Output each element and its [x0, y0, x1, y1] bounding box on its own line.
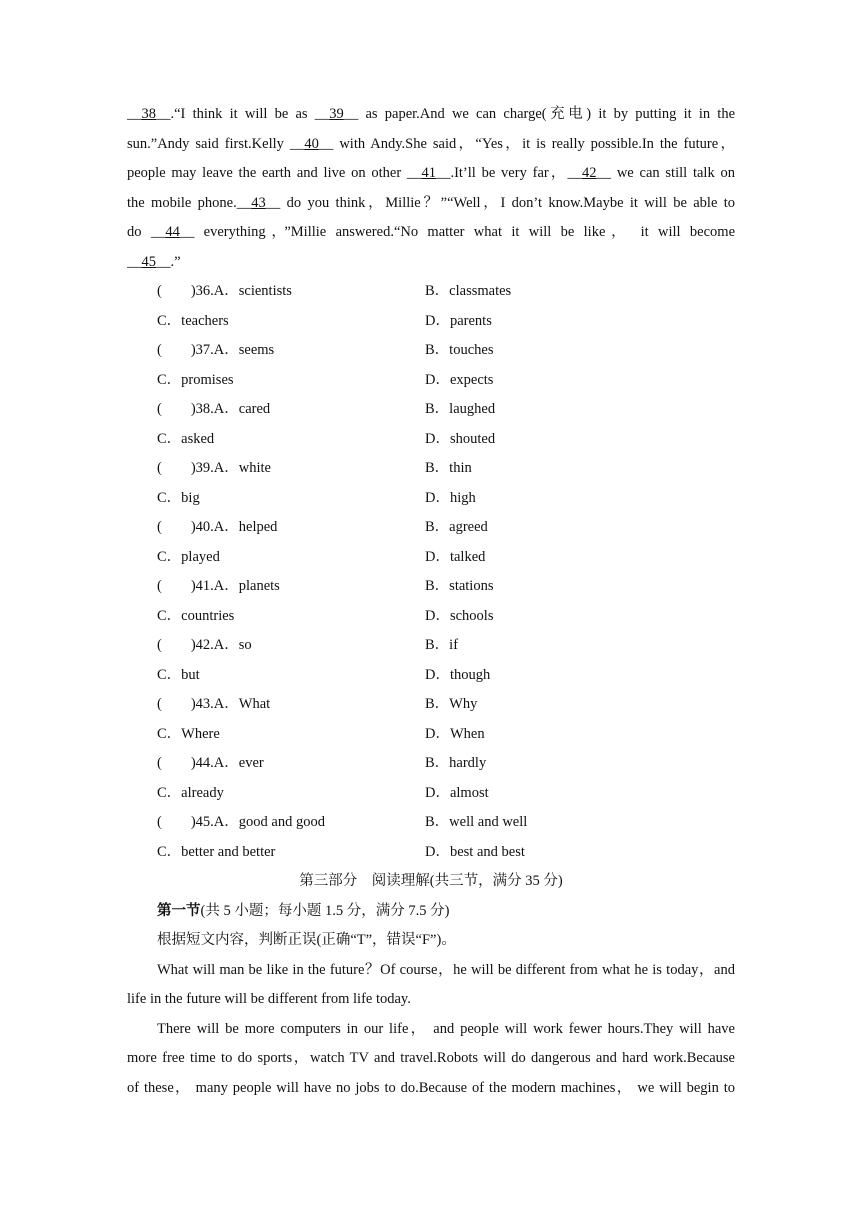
- exam-page: [127, 100, 735, 1103]
- option-row: [127, 808, 735, 838]
- question-39-option-b[interactable]: B．thin: [425, 460, 472, 476]
- option-row: [127, 690, 735, 720]
- question-40-option-d[interactable]: D．talked: [425, 548, 486, 565]
- passage-line: [127, 159, 735, 189]
- instruction-text: 根据短文内容，判断正误(正确“T”，错误“F”)。: [157, 932, 456, 948]
- option-row: [127, 572, 735, 602]
- question-38-option-a[interactable]: ( )38.A．cared: [157, 401, 271, 417]
- question-37-option-b[interactable]: B．touches: [425, 342, 494, 358]
- question-42-option-a[interactable]: ( )42.A．so: [157, 637, 252, 653]
- question-44-option-c[interactable]: C．already: [157, 784, 224, 801]
- blank-41: 41: [421, 165, 436, 181]
- question-43-option-c[interactable]: C．Where: [157, 725, 220, 742]
- blank-pad: __: [127, 106, 142, 122]
- part-description: (共 5 小题；每小题 1.5 分，满分 7.5 分): [200, 902, 450, 919]
- passage-text: __ everything，”Millie answered.“No matter what it will be like， it will become: [179, 224, 735, 240]
- reading-line: life in the future will be different from life today.: [127, 991, 411, 1007]
- option-row: [127, 307, 735, 337]
- question-43-option-a[interactable]: ( )43.A．What: [157, 696, 271, 712]
- reading-line: There will be more computers in our life， and people will work fewer hours.They will have: [157, 1020, 735, 1037]
- reading-line: of these， many people will have no jobs to do.Because of the modern machines， we will begin to: [127, 1079, 735, 1096]
- option-row: [127, 366, 735, 396]
- option-row: [127, 749, 735, 779]
- question-45-option-b[interactable]: B．well and well: [425, 814, 528, 830]
- blank-43: 43: [251, 194, 266, 211]
- question-45-option-a[interactable]: ( )45.A．good and good: [157, 814, 325, 830]
- option-row: [127, 425, 735, 455]
- question-43-option-b[interactable]: B．Why: [425, 696, 478, 712]
- blank-45: 45: [141, 253, 156, 270]
- reading-line: What will man be like in the future？Of course，he will be different from what he is today，and: [157, 961, 735, 978]
- question-42-option-d[interactable]: D．though: [425, 666, 491, 683]
- passage-text: do __: [127, 224, 166, 240]
- passage-text: __ do you think，Millie？”“Well，I don’t know.Maybe it will be able to: [265, 194, 735, 211]
- passage-text: __ we can still talk on: [596, 165, 735, 181]
- section-subheading: [127, 897, 735, 927]
- question-39-option-a[interactable]: ( )39.A．white: [157, 460, 271, 476]
- option-row: [127, 838, 735, 868]
- option-row: [127, 277, 735, 307]
- passage-text: people may leave the earth and live on other __: [127, 165, 422, 181]
- option-row: [127, 602, 735, 632]
- options-list: [127, 277, 735, 867]
- section-heading: 第三部分 阅读理解(共三节，满分 35 分): [299, 873, 563, 889]
- question-37-option-c[interactable]: C．promises: [157, 371, 234, 388]
- option-row: [127, 513, 735, 543]
- passage-text: __.It’ll be very far，__: [435, 165, 583, 181]
- option-row: [127, 484, 735, 514]
- question-41-option-b[interactable]: B．stations: [425, 578, 494, 594]
- passage-line: [127, 130, 735, 160]
- option-row: [127, 336, 735, 366]
- blank-40: 40: [304, 135, 319, 152]
- question-40-option-a[interactable]: ( )40.A．helped: [157, 519, 278, 535]
- cloze-passage: [127, 100, 735, 277]
- passage-text: __ as paper.And we can charge(充电) it by putting it in the: [343, 106, 735, 122]
- question-37-option-a[interactable]: ( )37.A．seems: [157, 342, 275, 358]
- part-label: 第一节: [157, 902, 201, 919]
- question-41-option-d[interactable]: D．schools: [425, 607, 494, 624]
- question-36-option-c[interactable]: C．teachers: [157, 312, 229, 329]
- question-44-option-a[interactable]: ( )44.A．ever: [157, 755, 264, 771]
- question-40-option-c[interactable]: C．played: [157, 548, 220, 565]
- passage-line: [127, 100, 735, 130]
- passage-line: [127, 189, 735, 219]
- question-45-option-c[interactable]: C．better and better: [157, 843, 276, 860]
- option-row: [127, 779, 735, 809]
- question-38-option-c[interactable]: C．asked: [157, 430, 215, 447]
- passage-text: __ with Andy.She said，“Yes，it is really possible.In the future，: [318, 135, 735, 152]
- blank-42: 42: [582, 165, 597, 181]
- option-row: [127, 454, 735, 484]
- question-41-option-a[interactable]: ( )41.A．planets: [157, 578, 280, 594]
- blank-39: 39: [329, 106, 344, 122]
- blank-pad: __: [127, 253, 142, 270]
- question-39-option-d[interactable]: D．high: [425, 489, 476, 506]
- question-42-option-c[interactable]: C．but: [157, 666, 200, 683]
- question-39-option-c[interactable]: C．big: [157, 489, 200, 506]
- question-37-option-d[interactable]: D．expects: [425, 371, 494, 388]
- blank-38: 38: [141, 106, 156, 122]
- question-36-option-a[interactable]: ( )36.A．scientists: [157, 283, 292, 299]
- question-36-option-b[interactable]: B．classmates: [425, 283, 512, 299]
- blank-pad: __: [156, 106, 171, 122]
- question-40-option-b[interactable]: B．agreed: [425, 519, 488, 535]
- option-row: [127, 661, 735, 691]
- question-38-option-d[interactable]: D．shouted: [425, 430, 496, 447]
- question-36-option-d[interactable]: D．parents: [425, 312, 492, 329]
- passage-line: [127, 248, 735, 278]
- question-43-option-d[interactable]: D．When: [425, 725, 485, 742]
- reading-line: more free time to do sports，watch TV and travel.Robots will do dangerous and hard work.Because: [127, 1050, 735, 1066]
- question-44-option-b[interactable]: B．hardly: [425, 755, 487, 771]
- option-row: [127, 543, 735, 573]
- option-row: [127, 720, 735, 750]
- question-41-option-c[interactable]: C．countries: [157, 607, 235, 624]
- question-45-option-d[interactable]: D．best and best: [425, 843, 525, 860]
- reading-passage: [127, 956, 735, 1104]
- passage-line: [127, 218, 735, 248]
- question-38-option-b[interactable]: B．laughed: [425, 401, 496, 417]
- blank-44: 44: [165, 224, 180, 240]
- option-row: [127, 631, 735, 661]
- passage-text: .“I think it will be as __: [170, 106, 330, 122]
- option-row: [127, 395, 735, 425]
- question-44-option-d[interactable]: D．almost: [425, 784, 489, 801]
- passage-text: __.”: [156, 253, 181, 270]
- question-42-option-b[interactable]: B．if: [425, 637, 459, 653]
- passage-text: the mobile phone.__: [127, 194, 252, 211]
- passage-text: sun.”Andy said first.Kelly __: [127, 135, 305, 152]
